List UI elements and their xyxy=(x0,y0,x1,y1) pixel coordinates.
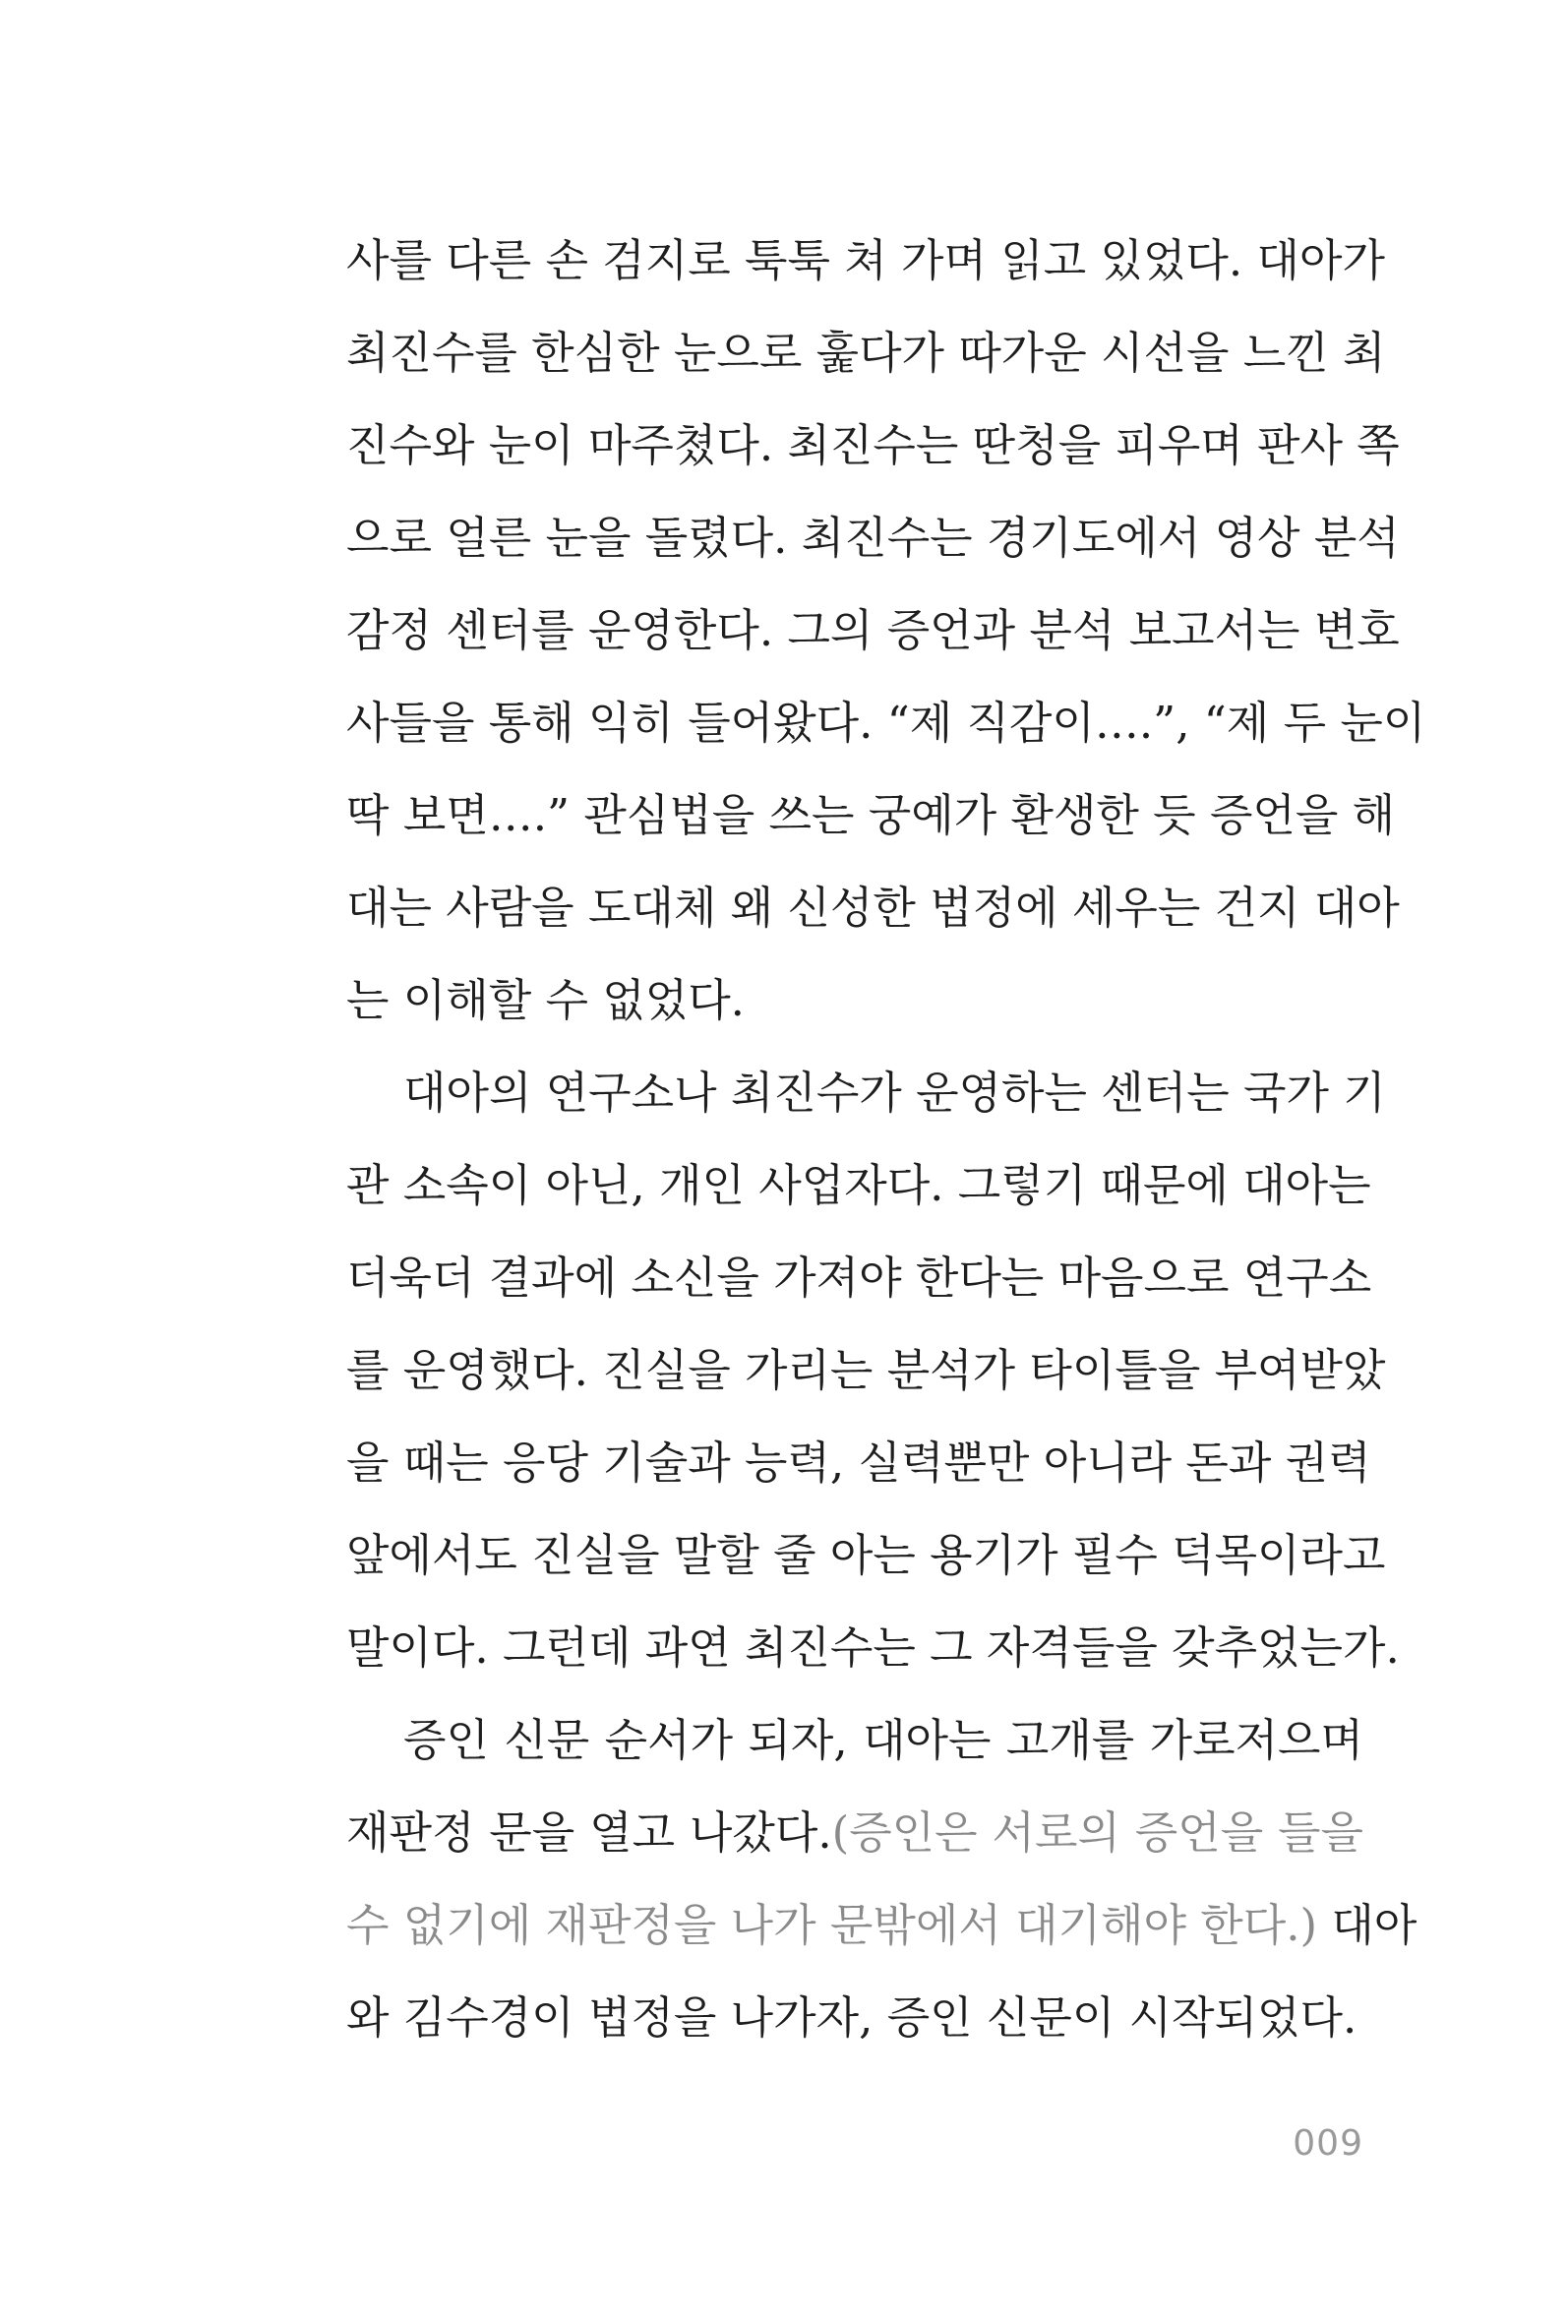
text-main: 재판정 문을 열고 나갔다. xyxy=(346,1806,832,1859)
text-line: 감정 센터를 운영한다. 그의 증언과 분석 보고서는 변호 xyxy=(346,604,1400,656)
text-line: 앞에서도 진실을 말할 줄 아는 용기가 필수 덕목이라고 xyxy=(346,1529,1386,1581)
text-line: 딱 보면….” 관심법을 쓰는 궁예가 환생한 듯 증언을 해 xyxy=(346,789,1396,841)
text-line: 대는 사람을 도대체 왜 신성한 법정에 세우는 건지 대아 xyxy=(346,882,1400,934)
text-line xyxy=(346,1879,1417,1972)
text-line: 최진수를 한심한 눈으로 훑다가 따가운 시선을 느낀 최 xyxy=(346,327,1386,379)
text-line: 를 운영했다. 진실을 가리는 분석가 타이틀을 부여받았 xyxy=(346,1344,1386,1396)
text-line: 더욱더 결과에 소신을 가져야 한다는 마음으로 연구소 xyxy=(346,1252,1372,1304)
text-line: 사들을 통해 익히 들어왔다. “제 직감이….”, “제 두 눈이 xyxy=(346,697,1426,749)
text-line: 으로 얼른 눈을 돌렸다. 최진수는 경기도에서 영상 분석 xyxy=(346,512,1400,564)
text-line: 진수와 눈이 마주쳤다. 최진수는 딴청을 피우며 판사 쪽 xyxy=(346,419,1400,471)
text-line xyxy=(346,1787,1363,1879)
paragraph-1 xyxy=(346,214,1426,1047)
text-line: 대아의 연구소나 최진수가 운영하는 센터는 국가 기 xyxy=(403,1067,1386,1119)
text-line: 사를 다른 손 검지로 툭툭 쳐 가며 읽고 있었다. 대아가 xyxy=(346,234,1385,286)
text-line: 말이다. 그런데 과연 최진수는 그 자격들을 갖추었는가. xyxy=(346,1621,1400,1674)
aside-note: 수 없기에 재판정을 나가 문밖에서 대기해야 한다.) xyxy=(346,1899,1318,1951)
paragraph-3 xyxy=(346,1694,1417,2064)
paragraph-2 xyxy=(346,1047,1400,1694)
page-number: 009 xyxy=(1293,2123,1363,2164)
text-line: 와 김수경이 법정을 나가자, 증인 신문이 시작되었다. xyxy=(346,1991,1357,2044)
text-line: 을 때는 응당 기술과 능력, 실력뿐만 아니라 돈과 권력 xyxy=(346,1437,1371,1489)
text-main: 대아 xyxy=(1317,1899,1417,1951)
text-line: 관 소속이 아닌, 개인 사업자다. 그렇기 때문에 대아는 xyxy=(346,1159,1371,1211)
text-line: 는 이해할 수 없었다. xyxy=(346,974,745,1026)
body-text xyxy=(346,214,1426,2064)
text-line: 증인 신문 순서가 되자, 대아는 고개를 가로저으며 xyxy=(403,1714,1363,1766)
aside-note: (증인은 서로의 증언을 들을 xyxy=(831,1806,1363,1859)
